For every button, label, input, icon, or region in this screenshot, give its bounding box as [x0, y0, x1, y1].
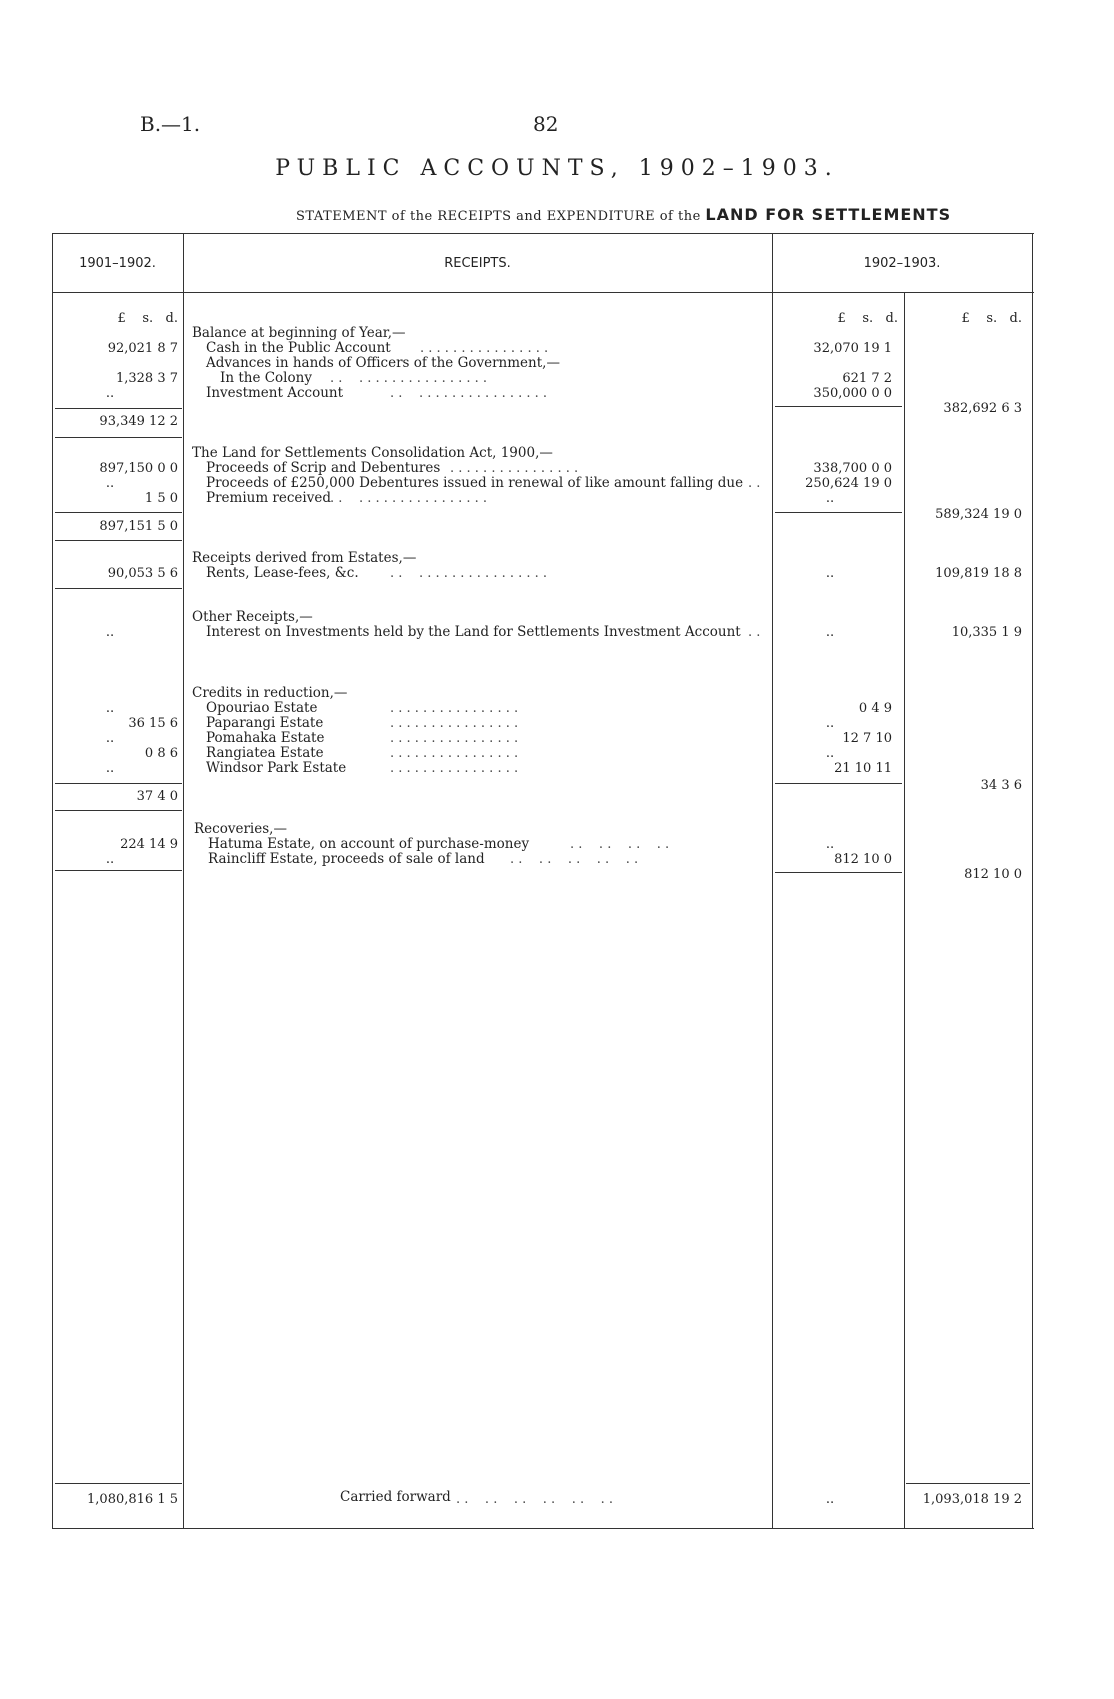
credit-label: Rangiatea Estate — [206, 745, 324, 761]
page-number: 82 — [533, 112, 559, 136]
col-head-prev-year: 1901–1902. — [79, 256, 156, 271]
investment-label: Investment Account — [206, 385, 344, 401]
leader-dots: . . . . . . . . . . . . . . . . — [390, 761, 519, 776]
leader-dots: . . — [748, 476, 761, 491]
credit-label: Paparangi Estate — [206, 715, 324, 731]
units-curr: £ s. d. — [961, 311, 1022, 326]
credit-label: Windsor Park Estate — [206, 760, 347, 776]
col-rule-1 — [183, 233, 184, 1529]
cur-carried-total: 1,093,018 19 2 — [922, 1492, 1022, 1507]
prev-act-total: 897,151 5 0 — [99, 519, 178, 534]
page-title: PUBLIC ACCOUNTS, 1902–1903. — [275, 156, 839, 181]
colony-label: In the Colony — [220, 370, 312, 386]
document-reference: B.—1. — [140, 112, 201, 136]
credit-cur-value: 0 4 9 — [858, 701, 892, 716]
credit-prev-value: .. — [105, 701, 115, 716]
credit-label: Opouriao Estate — [206, 700, 318, 716]
cur-renewal: 250,624 19 0 — [805, 476, 892, 491]
cash-label: Cash in the Public Account — [206, 340, 391, 356]
credit-prev-value: .. — [105, 761, 115, 776]
cur-hatuma: .. — [825, 837, 835, 852]
balance-heading: Balance at beginning of Year,— — [192, 325, 406, 341]
prev-renewal: .. — [105, 476, 115, 491]
leader-dots: . . . . . . . . . . . . . . . . — [420, 341, 549, 356]
col-rule-3 — [904, 292, 905, 1529]
cur-scrip: 338,700 0 0 — [813, 461, 892, 476]
cur-investment: 350,000 0 0 — [813, 386, 892, 401]
prev-investment: .. — [105, 386, 115, 401]
rule — [906, 1483, 1030, 1484]
col-head-curr-year: 1902–1903. — [863, 256, 941, 271]
prev-credits-total: 37 4 0 — [136, 789, 178, 804]
leader-dots: . . . . . . . . . . . . . . . . — [390, 746, 519, 761]
table-left-rule — [52, 233, 53, 1529]
leader-dots: . . . . . . . . . . . . . . . . . . — [330, 371, 488, 386]
rule — [55, 588, 182, 589]
prev-cash: 92,021 8 7 — [107, 341, 178, 356]
advances-label: Advances in hands of Officers of the Government,— — [206, 355, 560, 371]
other-heading: Other Receipts,— — [192, 609, 313, 625]
units-prev: £ s. d. — [117, 311, 178, 326]
credit-label: Pomahaka Estate — [206, 730, 325, 746]
rule — [775, 406, 902, 407]
cur-act-total: 589,324 19 0 — [935, 507, 1022, 522]
cur-balance-total: 382,692 6 3 — [943, 401, 1022, 416]
col-rule-2 — [772, 233, 773, 1529]
prev-carried-total: 1,080,816 1 5 — [87, 1492, 178, 1507]
prev-colony: 1,328 3 7 — [115, 371, 178, 386]
mid-rents: .. — [825, 566, 835, 581]
interest-label: Interest on Investments held by the Land for Settlements Investment Account — [206, 624, 741, 640]
estates-heading: Receipts derived from Estates,— — [192, 550, 417, 566]
rule — [775, 783, 902, 784]
table-bottom-rule — [52, 1528, 1034, 1529]
rule — [55, 810, 182, 811]
leader-dots: . . . . . . . . . . . . . . . . — [450, 461, 579, 476]
scrip-label: Proceeds of Scrip and Debentures — [206, 460, 441, 476]
rule — [55, 408, 182, 409]
renewal-label: Proceeds of £250,000 Debentures issued in renewal of like amount falling due — [206, 475, 744, 491]
hatuma-label: Hatuma Estate, on account of purchase-money — [208, 836, 530, 852]
credit-cur-value: 21 10 11 — [834, 761, 892, 776]
cur-cash: 32,070 19 1 — [813, 341, 892, 356]
cur-credits-total: 34 3 6 — [980, 778, 1022, 793]
mid-interest: .. — [825, 625, 835, 640]
prev-scrip: 897,150 0 0 — [99, 461, 178, 476]
table-right-rule — [1032, 233, 1033, 1529]
leader-dots: . . . . . . . . . . . . — [456, 1492, 614, 1507]
raincliff-label: Raincliff Estate, proceeds of sale of land — [208, 851, 485, 867]
prev-interest: .. — [105, 625, 115, 640]
leader-dots: . . . . . . . . . . . . . . . . — [390, 716, 519, 731]
rule — [55, 437, 182, 438]
leader-dots: . . . . . . . . . . — [510, 852, 639, 867]
rule — [55, 870, 182, 871]
premium-label: Premium received — [206, 490, 332, 506]
act-heading: The Land for Settlements Consolidation Act, 1900,— — [192, 445, 553, 461]
leader-dots: . . . . . . . . — [570, 837, 670, 852]
prev-hatuma: 224 14 9 — [120, 837, 178, 852]
statement-subtitle — [296, 205, 951, 224]
prev-premium: 1 5 0 — [144, 491, 178, 506]
cur-rents-total: 109,819 18 8 — [935, 566, 1022, 581]
leader-dots: . . . . . . . . . . . . . . . . — [390, 701, 519, 716]
credit-prev-value: 0 8 6 — [144, 746, 178, 761]
col-head-receipts: RECEIPTS. — [444, 256, 511, 271]
recoveries-heading: Recoveries,— — [194, 821, 287, 837]
credit-prev-value: 36 15 6 — [128, 716, 178, 731]
credit-cur-value: .. — [825, 716, 835, 731]
cur-colony: 621 7 2 — [842, 371, 892, 386]
prev-raincliff: .. — [105, 852, 115, 867]
cur-recoveries-total: 812 10 0 — [964, 867, 1022, 882]
units-mid: £ s. d. — [837, 311, 898, 326]
carried-forward-label: Carried forward — [340, 1489, 451, 1505]
credits-heading: Credits in reduction,— — [192, 685, 348, 701]
leader-dots: . . . . . . . . . . . . . . . . — [390, 731, 519, 746]
rule — [55, 1483, 182, 1484]
prev-balance-total: 93,349 12 2 — [99, 414, 178, 429]
rule — [775, 872, 902, 873]
credit-cur-value: 12 7 10 — [842, 731, 892, 746]
rule — [55, 512, 182, 513]
header-bottom-rule — [52, 292, 1034, 293]
prev-rents: 90,053 5 6 — [107, 566, 178, 581]
subtitle-bold: LAND FOR SETTLEMENTS — [705, 205, 952, 224]
credit-cur-value: .. — [825, 746, 835, 761]
leader-dots: . . — [748, 625, 761, 640]
cur-interest-total: 10,335 1 9 — [951, 625, 1022, 640]
cur-premium: .. — [825, 491, 835, 506]
rents-label: Rents, Lease-fees, &c. — [206, 565, 359, 581]
mid-carried: .. — [825, 1492, 835, 1507]
leader-dots: . . . . . . . . . . . . . . . . . . — [390, 386, 548, 401]
cur-raincliff: 812 10 0 — [834, 852, 892, 867]
table-top-rule — [52, 233, 1034, 234]
leader-dots: . . . . . . . . . . . . . . . . . . — [390, 566, 548, 581]
rule — [55, 540, 182, 541]
rule — [55, 783, 182, 784]
subtitle-prefix: STATEMENT of the RECEIPTS and EXPENDITURE of the — [296, 209, 701, 224]
leader-dots: . . . . . . . . . . . . . . . . . . — [330, 491, 488, 506]
credit-prev-value: .. — [105, 731, 115, 746]
rule — [775, 512, 902, 513]
